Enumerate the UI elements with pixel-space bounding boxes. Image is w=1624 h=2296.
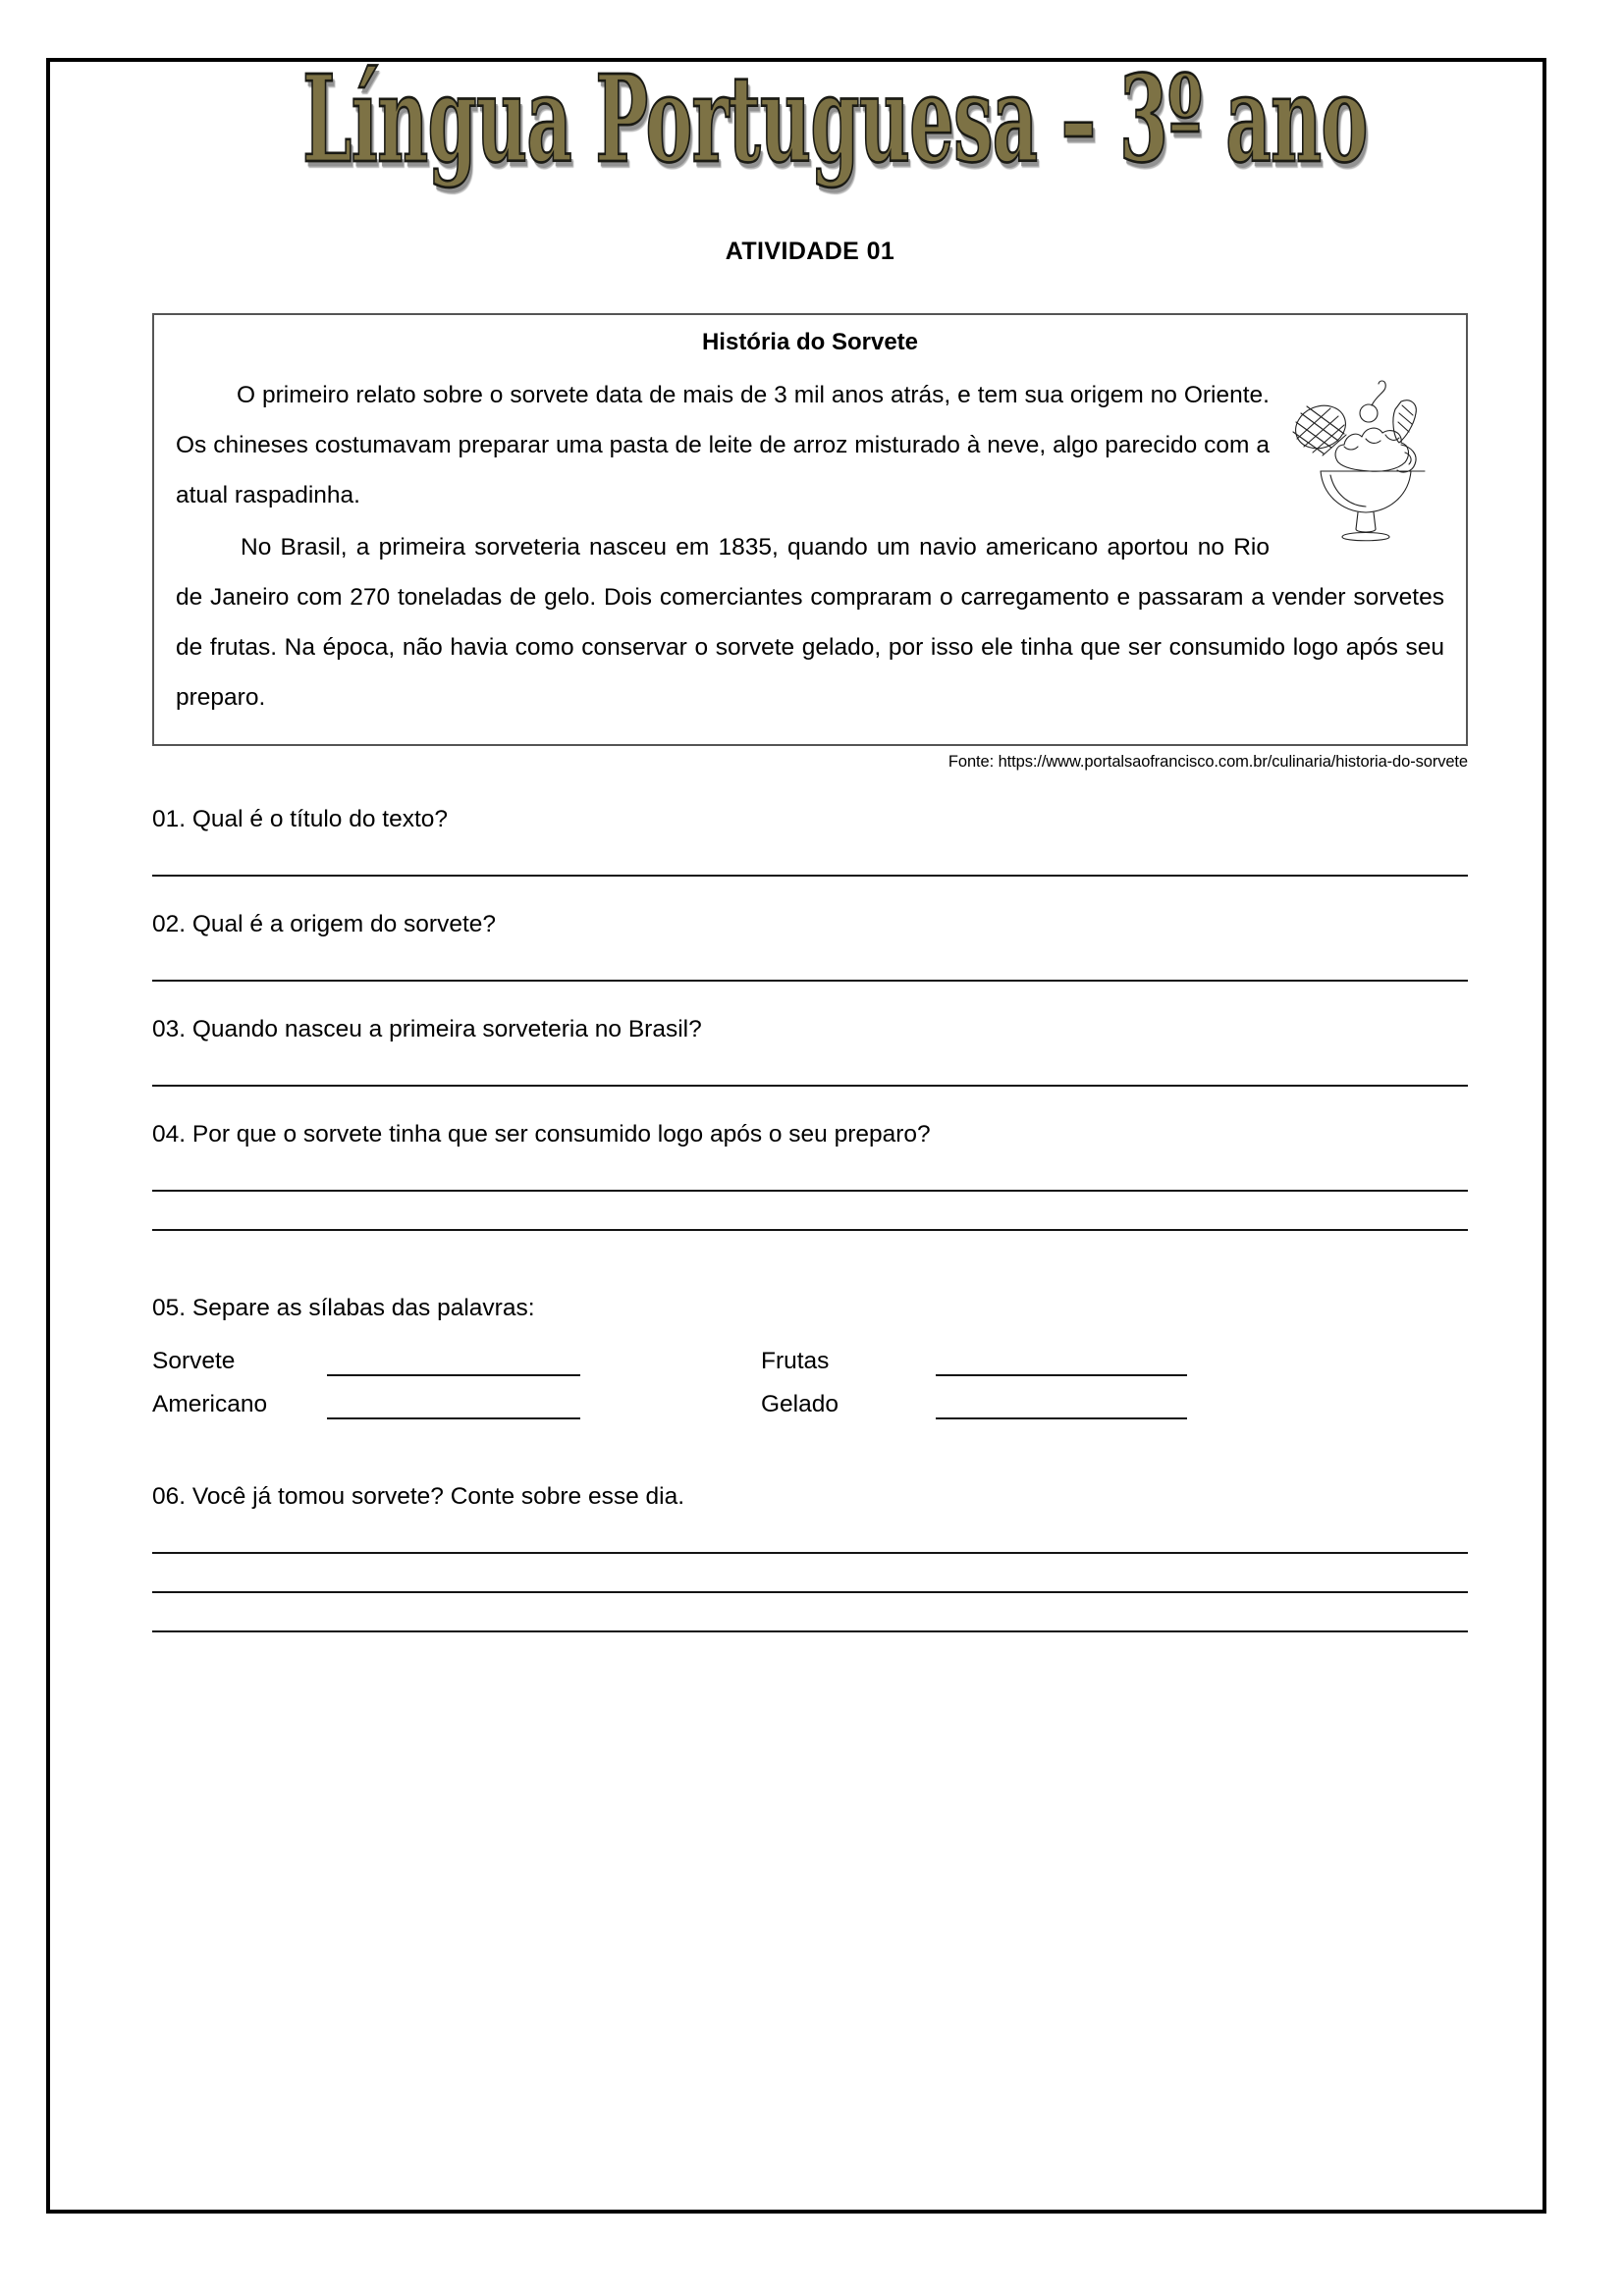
reading-paragraph-2 <box>176 522 1444 722</box>
syllable-exercise <box>152 1347 1468 1419</box>
question-03 <box>152 1015 1468 1087</box>
question-02 <box>152 910 1468 982</box>
page-title-container <box>152 49 1468 190</box>
syllable-item <box>152 1390 761 1419</box>
question-04-text: 04. Por que o sorvete tinha que ser consumido logo após o seu preparo? <box>152 1121 931 1148</box>
ice-cream-sundae-icon <box>1287 376 1444 543</box>
syllable-word-frutas: Frutas <box>761 1348 830 1374</box>
question-05 <box>152 1264 1468 1419</box>
question-06 <box>152 1453 1468 1632</box>
question-03-answer-line[interactable] <box>152 1085 1468 1087</box>
reading-paragraph-1 <box>176 370 1444 520</box>
reading-paragraph-2-text: No Brasil, a primeira sorveteria nasceu em 1835, quando um navio americano aportou no Rio de Janeiro com 270 toneladas de gelo. Dois comerciantes compraram o carregamento e passaram a vender sorvetes de frutas. Na época, não havia como conservar o sorvete gelado, por isso ele tinha que ser consumido logo após seu preparo. <box>176 534 1444 711</box>
syllable-item <box>761 1390 1370 1419</box>
question-04 <box>152 1120 1468 1231</box>
syllable-blank-frutas[interactable] <box>936 1350 1187 1376</box>
question-01 <box>152 805 1468 877</box>
question-02-text: 02. Qual é a origem do sorvete? <box>152 911 497 937</box>
syllable-item <box>152 1347 761 1376</box>
question-06-text: 06. Você já tomou sorvete? Conte sobre esse dia. <box>152 1483 685 1510</box>
question-06-answer-line-3[interactable] <box>152 1630 1468 1632</box>
page-title: Língua Portuguesa – 3º ano <box>301 49 1368 190</box>
syllable-blank-gelado[interactable] <box>936 1393 1187 1419</box>
syllable-word-sorvete: Sorvete <box>152 1348 236 1374</box>
question-03-text: 03. Quando nasceu a primeira sorveteria no Brasil? <box>152 1016 702 1042</box>
question-01-answer-line[interactable] <box>152 875 1468 877</box>
syllable-word-gelado: Gelado <box>761 1391 839 1417</box>
spacer <box>152 1264 1468 1294</box>
question-05-text: 05. Separe as sílabas das palavras: <box>152 1295 535 1321</box>
activity-heading: ATIVIDADE 01 <box>725 238 895 265</box>
source-citation: Fonte: https://www.portalsaofrancisco.com.br/culinaria/historia-do-sorvete <box>947 753 1468 771</box>
reading-text-box <box>152 313 1468 746</box>
question-02-answer-line[interactable] <box>152 980 1468 982</box>
worksheet-content <box>152 49 1468 1632</box>
reading-paragraph-1-text: O primeiro relato sobre o sorvete data de mais de 3 mil anos atrás, e tem sua origem no Oriente. Os chineses costumavam preparar uma pasta de leite de arroz misturado à neve, algo parecido com a atual raspadinha. <box>176 382 1270 508</box>
syllable-row <box>152 1390 1468 1419</box>
reading-text-title: História do Sorvete <box>701 329 919 355</box>
syllable-item <box>761 1347 1370 1376</box>
question-06-answer-line-1[interactable] <box>152 1552 1468 1554</box>
syllable-blank-americano[interactable] <box>327 1393 580 1419</box>
spacer <box>152 1453 1468 1482</box>
question-01-text: 01. Qual é o título do texto? <box>152 806 449 832</box>
question-04-answer-line-1[interactable] <box>152 1190 1468 1192</box>
syllable-row <box>152 1347 1468 1376</box>
syllable-blank-sorvete[interactable] <box>327 1350 580 1376</box>
question-04-answer-line-2[interactable] <box>152 1229 1468 1231</box>
syllable-word-americano: Americano <box>152 1391 268 1417</box>
question-06-answer-line-2[interactable] <box>152 1591 1468 1593</box>
